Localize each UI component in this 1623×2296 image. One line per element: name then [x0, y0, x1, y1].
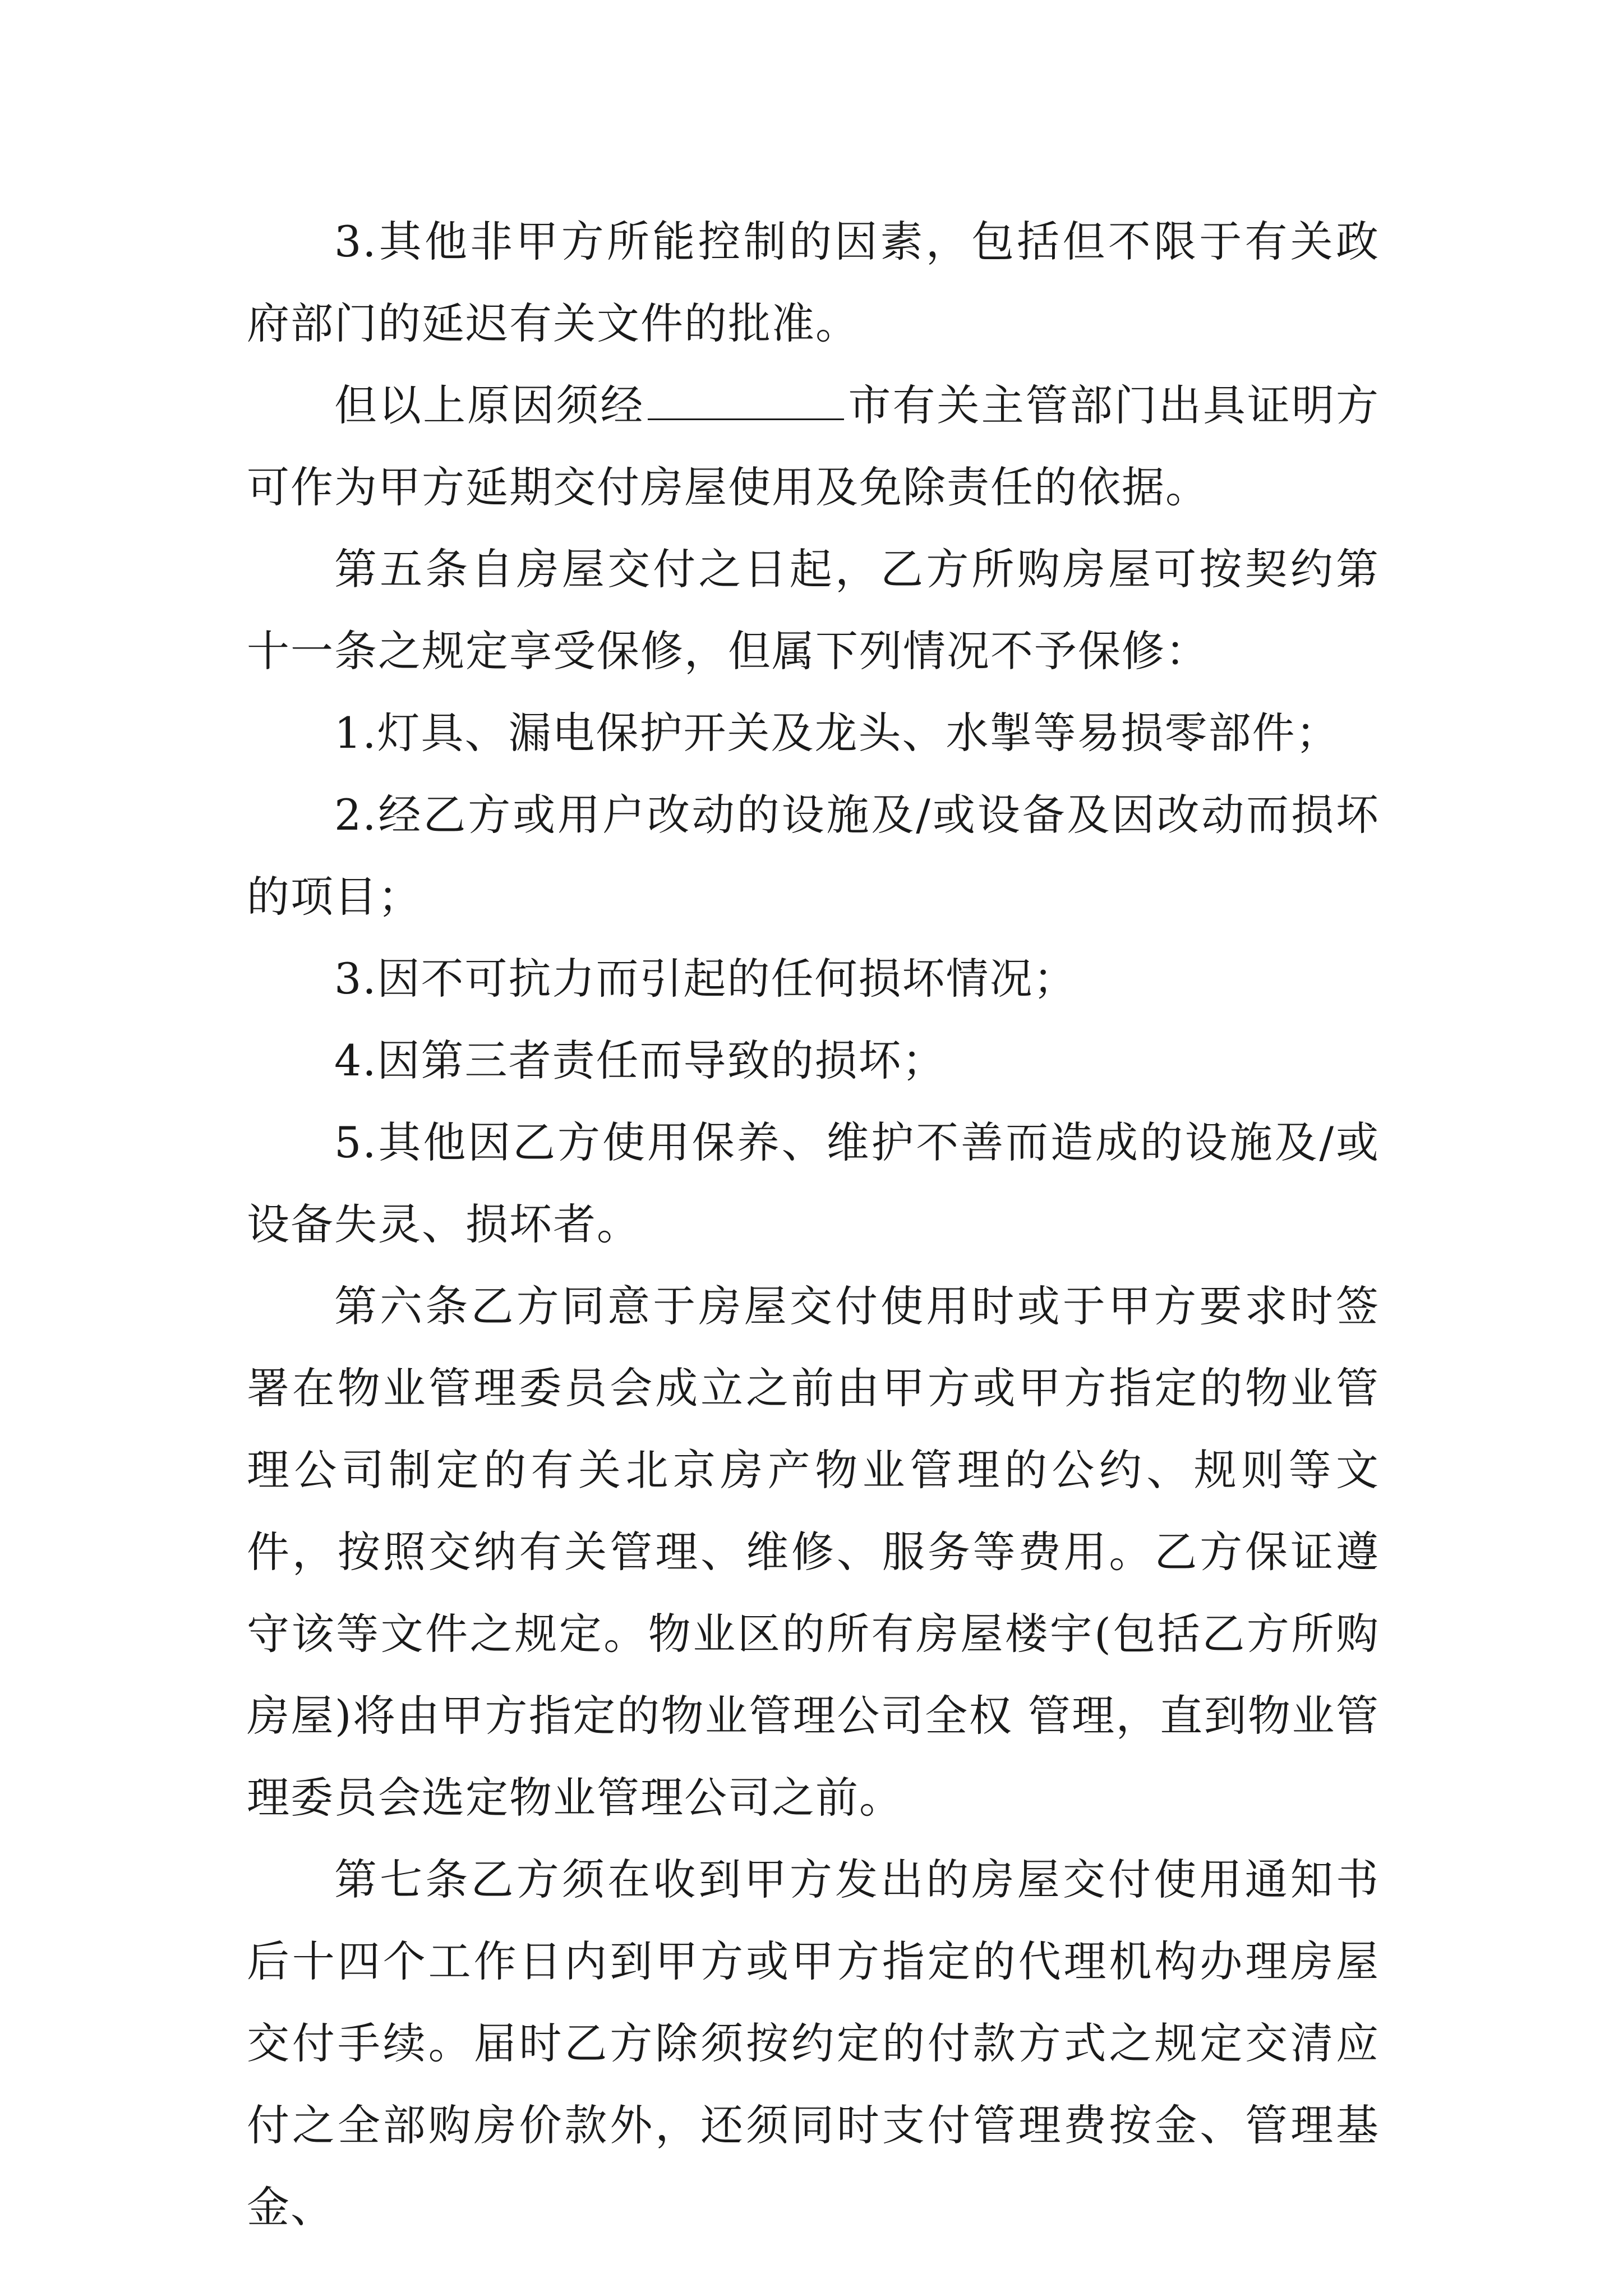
paragraph-proof-after: 市有关主管部门出具证明方可作为甲方延期交付房屋使用及免除责任的依据。	[247, 380, 1380, 512]
paragraph-exclusion-5: 5.其他因乙方使用保养、维护不善而造成的设施及/或设备失灵、损坏者。	[247, 1117, 1380, 1249]
paragraph-proof-requirement	[247, 365, 1380, 528]
paragraph-exclusion-2: 2.经乙方或用户改动的设施及/或设备及因改动而损坏的项目；	[247, 790, 1380, 922]
paragraph-item-3-force-majeure: 3.其他非甲方所能控制的因素，包括但不限于有关政府部门的延迟有关文件的批准。	[247, 217, 1380, 348]
paragraph-article-6: 第六条乙方同意于房屋交付使用时或于甲方要求时签署在物业管理委员会成立之前由甲方或甲方指定的物业管理公司制定的有关北京房产物业管理的公约、规则等文件，按照交纳有关管理、维修、服务等费用。乙方保证遵守该等文件之规定。物业区的所有房屋楼宇(包括乙方所购房屋)将由甲方指定的物业管理公司全权 管理，直到物业管理委员会选定物业管理公司之前。	[247, 1281, 1380, 1823]
paragraph-exclusion-3: 3.因不可抗力而引起的任何损坏情况；	[334, 954, 1077, 1004]
paragraph-exclusion-4: 4.因第三者责任而导致的损坏；	[334, 1036, 946, 1085]
paragraph-article-5: 第五条自房屋交付之日起，乙方所购房屋可按契约第十一条之规定享受保修，但属下列情况不予保修：	[247, 544, 1380, 676]
document-body	[247, 201, 1380, 2248]
paragraph-article-7: 第七条乙方须在收到甲方发出的房屋交付使用通知书后十四个工作日内到甲方或甲方指定的代理机构办理房屋交付手续。届时乙方除须按约定的付款方式之规定交清应付之全部购房价款外，还须同时支付管理费按金、管理基金、	[247, 1855, 1380, 2232]
paragraph-proof-before: 但以上原因须经	[334, 380, 645, 430]
city-blank-field[interactable]	[648, 379, 844, 420]
paragraph-exclusion-1: 1.灯具、漏电保护开关及龙头、水掣等易损零部件；	[334, 708, 1340, 758]
